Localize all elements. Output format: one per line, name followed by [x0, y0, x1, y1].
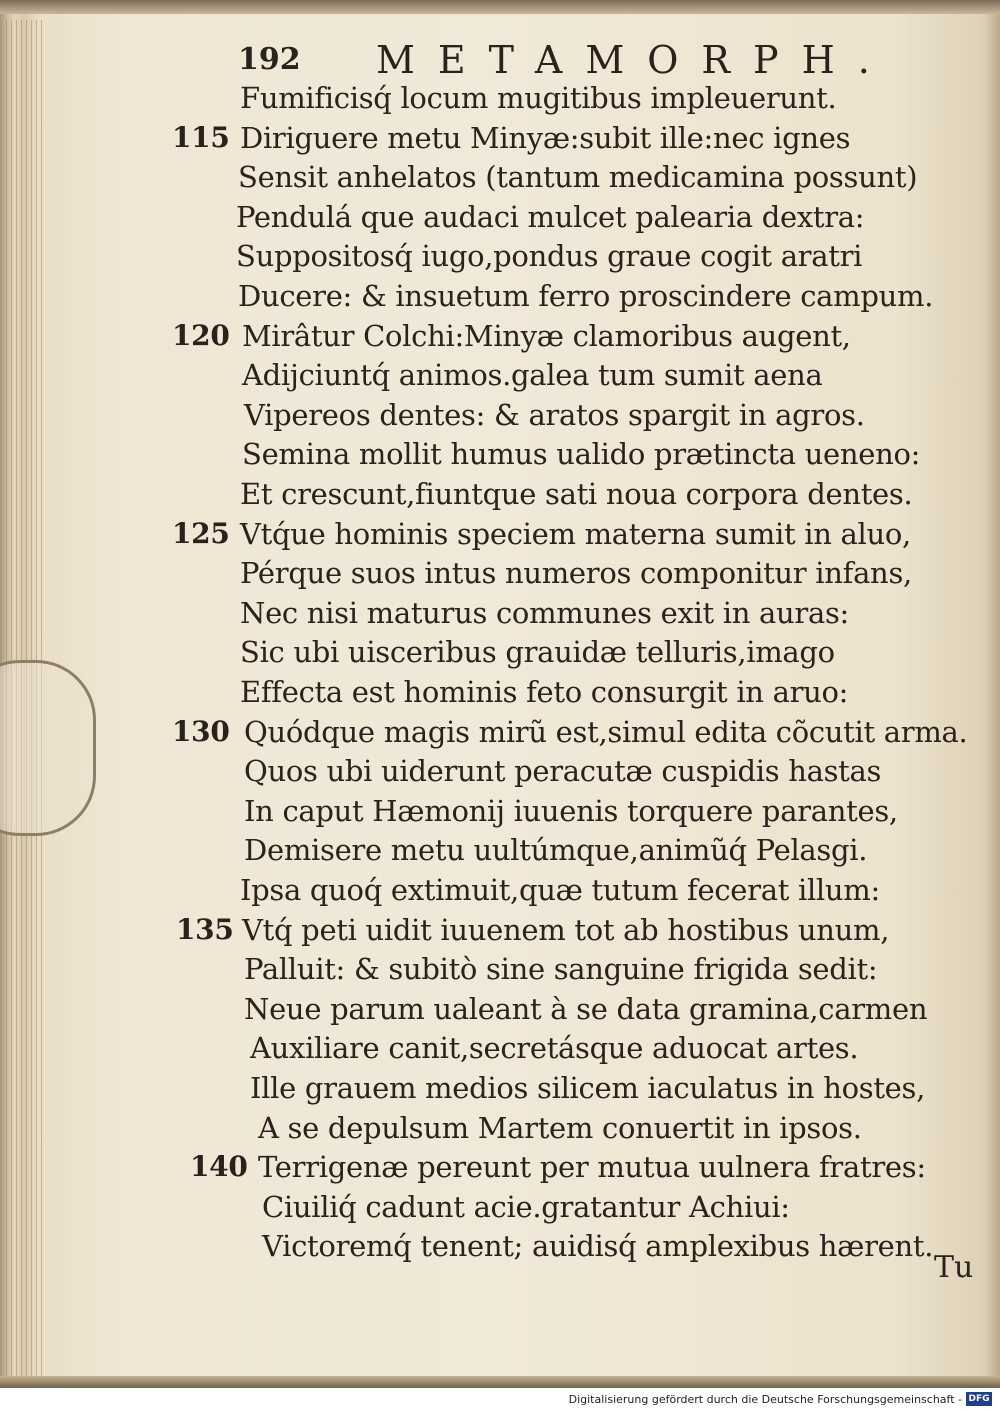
verse-line — [0, 1068, 960, 1108]
verse-line — [0, 791, 960, 831]
verse-text: Pérque suos intus numeros componitur infans, — [240, 556, 912, 591]
verse-text: Sic ubi uisceribus grauidæ telluris,imago — [240, 635, 835, 670]
verse-text: In caput Hæmonij iuuenis torquere parantes, — [244, 793, 898, 828]
verse-text: Vtq́ peti uidit iuuenem tot ab hostibus unum, — [242, 912, 890, 947]
verse-text: Suppositosq́ iugo,pondus graue cogit aratri — [236, 239, 863, 274]
dfg-logo: DFG — [966, 1392, 992, 1406]
verse-line — [0, 355, 960, 395]
verse-line — [0, 830, 960, 870]
catchword: Tu — [934, 1250, 974, 1285]
verse-line — [0, 632, 960, 672]
verse-line — [0, 316, 960, 356]
verse-line — [0, 1147, 960, 1187]
line-number: 130 — [172, 714, 230, 748]
verse-line — [0, 276, 960, 316]
verse-text: A se depulsum Martem conuertit in ipsos. — [258, 1110, 862, 1145]
verse-text: Quos ubi uiderunt peracutæ cuspidis hastas — [244, 754, 882, 789]
verse-line — [0, 236, 960, 276]
running-title: METAMORPH. — [376, 38, 893, 82]
verse-line — [0, 870, 960, 910]
verse-line — [0, 553, 960, 593]
verse-line — [0, 395, 960, 435]
verse-text: Neue parum ualeant à se data gramina,carmen — [244, 991, 928, 1026]
verse-text: Ipsa quoq́ extimuit,quæ tutum fecerat illum: — [240, 873, 880, 907]
verse-line — [0, 197, 960, 237]
line-number: 125 — [172, 516, 230, 550]
verse-text: Auxiliare canit,secretásque aduocat artes. — [250, 1031, 859, 1066]
line-number: 115 — [172, 120, 230, 154]
verse-line — [0, 1108, 960, 1148]
verse-line — [0, 672, 960, 712]
verse-text: Nec nisi maturus communes exit in auras: — [240, 595, 850, 630]
verse-line — [0, 989, 960, 1029]
verse-text: Et crescunt,fiuntque sati noua corpora dentes. — [240, 477, 913, 511]
verse-line — [0, 118, 960, 158]
verse-line — [0, 949, 960, 989]
footer-credit: Digitalisierung gefördert durch die Deutsche Forschungsgemeinschaft - — [568, 1393, 962, 1406]
verse-text: Terrigenæ pereunt per mutua uulnera fratres: — [258, 1150, 926, 1185]
page-number: 192 — [238, 42, 301, 77]
verse-line — [0, 434, 960, 474]
verse-line — [0, 1028, 960, 1068]
line-number: 120 — [172, 318, 230, 352]
verse-line — [0, 593, 960, 633]
verse-text: Vipereos dentes: & aratos spargit in agros. — [244, 397, 865, 432]
verse-line — [0, 514, 960, 554]
verse-text: Effecta est hominis feto consurgit in aruo: — [240, 675, 849, 709]
verse-line — [0, 751, 960, 791]
verse-text: Pendulá que audaci mulcet palearia dextra: — [236, 199, 865, 234]
verse-text: Sensit anhelatos (tantum medicamina possunt) — [238, 160, 918, 195]
verse-text: Vtq́ue hominis speciem materna sumit in aluo, — [240, 516, 911, 551]
line-number: 140 — [190, 1150, 248, 1184]
verse-text: Victoremq́ tenent; auidisq́ amplexibus hærent. — [262, 1229, 934, 1264]
verse-text: Quódque magis mirũ est,simul edita cõcutit arma. — [244, 714, 968, 749]
verse-line — [0, 78, 960, 118]
verse-text: Ciuiliq́ cadunt acie.gratantur Achiui: — [262, 1189, 790, 1224]
verse-text: Ille grauem medios silicem iaculatus in hostes, — [250, 1071, 926, 1105]
verse-text: Palluit: & subitò sine sanguine frigida sedit: — [244, 952, 878, 987]
verse-line — [0, 474, 960, 514]
verse-text: Ducere: & insuetum ferro proscindere campum. — [238, 279, 934, 313]
verse-line — [0, 157, 960, 197]
verse-text: Adijciuntq́ animos.galea tum sumit aena — [242, 358, 823, 393]
line-number: 135 — [176, 912, 234, 946]
verse-line — [0, 910, 960, 950]
verse-text: Diriguere metu Minyæ:subit ille:nec ignes — [240, 120, 851, 155]
verse-line — [0, 712, 968, 752]
verse-text: Mirâtur Colchi:Minyæ clamoribus augent, — [242, 318, 851, 353]
verse-text: Fumificisq́ locum mugitibus impleuerunt. — [240, 81, 837, 115]
verse-line — [0, 1226, 960, 1266]
verse-text: Semina mollit humus ualido prætincta ueneno: — [242, 437, 921, 472]
verse-text: Demisere metu uultúmque,animũq́ Pelasgi. — [244, 833, 868, 868]
verse-line — [0, 1187, 960, 1227]
